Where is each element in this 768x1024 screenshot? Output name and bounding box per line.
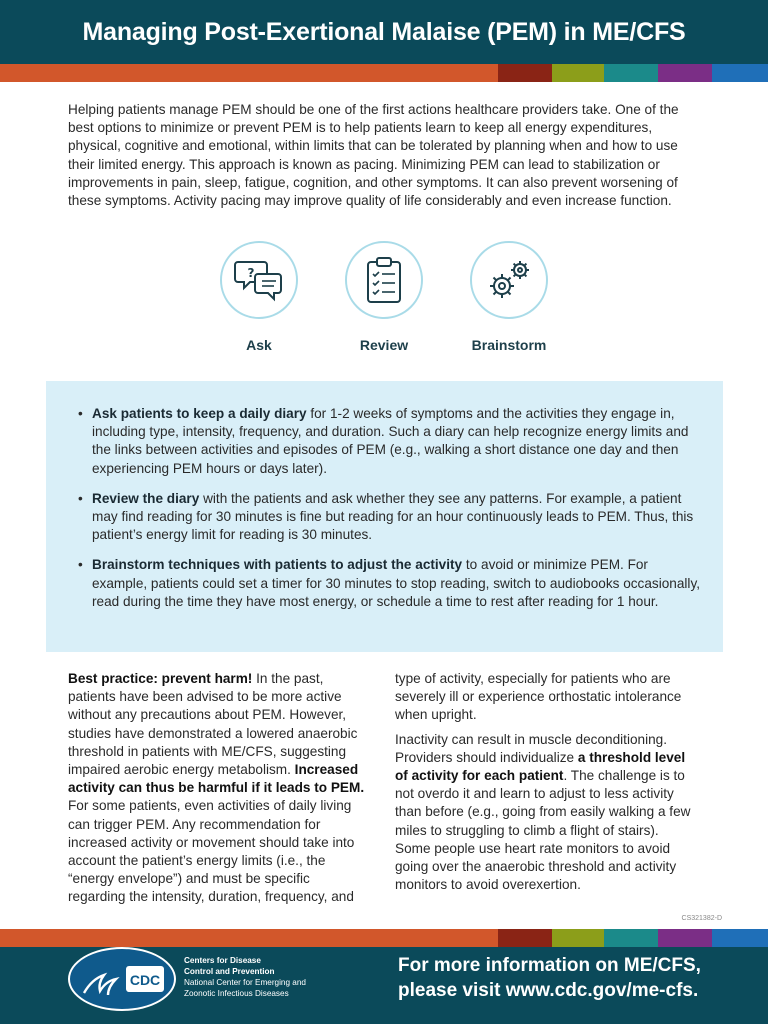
left-column xyxy=(68,670,368,913)
stripe-olive xyxy=(552,64,604,82)
top-color-stripe xyxy=(0,64,768,82)
intro-paragraph: Helping patients manage PEM should be one of the first actions healthcare providers take. One of the best options to minimize or prevent PEM is to help patients learn to keep all energy expenditures, physical, cognitive and emotional, within limits that can be tolerated by planning when and how to use their limited energy. This approach is known as pacing. Minimizing PEM can lead to stabilization or improvements in pain, sleep, fatigue, cognition, and other symptoms. It can also prevent worsening of these symptoms. Activity pacing may improve quality of life considerably and even increase function. xyxy=(68,102,679,209)
step-review-label: Review xyxy=(359,337,409,353)
org-line-4: Zoonotic Infectious Diseases xyxy=(184,989,289,998)
bullet-text: to avoid or minimize PEM. For example, patients could set a timer for 30 minutes to stop reading, switch to audiobooks occasionally, read during the time they have most energy, or schedule a time to rest after reading for 1 hour. xyxy=(92,557,701,609)
more-info-message xyxy=(398,953,701,1003)
document-code: CS321382-D xyxy=(681,915,722,922)
org-line-1: Centers for Disease xyxy=(184,956,261,965)
org-name xyxy=(184,955,306,999)
step-brainstorm xyxy=(449,241,569,353)
more-info-line-1: For more information on ME/CFS, xyxy=(398,955,701,976)
bullet-bold-lead: Brainstorm techniques with patients to adjust the activity xyxy=(92,557,463,573)
step-ask xyxy=(199,241,319,353)
stripe-purple xyxy=(658,929,712,947)
stripe-purple xyxy=(658,64,712,82)
bullet-bold-lead: Review the diary xyxy=(92,490,200,506)
bullet-dot: • xyxy=(78,406,83,421)
step-brainstorm-circle xyxy=(470,241,548,319)
stripe-teal xyxy=(604,64,658,82)
right-paragraph-2 xyxy=(395,731,695,895)
right-paragraph-1: type of activity, especially for patients who are severely ill or experience orthostatic intolerance when upright. xyxy=(395,671,682,723)
org-line-3: National Center for Emerging and xyxy=(184,978,306,987)
threshold-emphasis: a threshold level of activity for each patient xyxy=(395,749,686,784)
stripe-maroon xyxy=(498,64,552,82)
svg-text:?: ? xyxy=(247,266,255,280)
stripe-blue xyxy=(712,64,768,82)
step-ask-circle xyxy=(220,241,298,319)
clipboard-checklist-icon xyxy=(364,256,404,304)
bullet-text: with the patients and ask whether they see any patterns. For example, a patient may find reading for 30 minutes is fine but reading for an hour continuously leads to PEM. Thus, this patient’s energy limit for reading is 30 minutes. xyxy=(92,490,694,543)
list-item xyxy=(76,556,706,611)
best-practice-emphasis: Increased activity can thus be harmful if it leads to PEM. xyxy=(68,762,365,796)
stripe-orange xyxy=(0,929,498,947)
bullet-dot: • xyxy=(78,557,83,573)
bottom-color-stripe xyxy=(0,929,768,947)
best-practice-text-2: For some patients, even activities of daily living can trigger PEM. Any recommendation for increased activity or movement should take into account the patient’s energy limits (i.e., the “energy envelope”) and must be specific regarding the intensity, duration, frequency, and xyxy=(68,798,355,905)
right-column xyxy=(395,670,695,900)
hhs-cdc-logo xyxy=(68,947,176,1011)
right-paragraph-2-text-2: . The challenge is to not overdo it and learn to adjust to less activity than before (e.g., going from easily walking a few miles to struggling to climb a flight of stairs). Some people use heart rate monitors to avoid going over the anaerobic threshold and activity monitors to avoid overexertion. xyxy=(395,768,691,893)
list-item xyxy=(76,405,706,478)
bullet-text: for 1-2 weeks of symptoms and the activities they engage in, including type, intensity, frequency, and duration. Such a diary can help recognize energy limits and the links between activities and episodes of PEM (e.g., walking a short distance one day and then experiencing PEM hours or days later). xyxy=(92,406,689,476)
step-brainstorm-label: Brainstorm xyxy=(471,337,547,353)
org-line-2: Control and Prevention xyxy=(184,967,275,976)
bullet-bold-lead: Ask patients to keep a daily diary xyxy=(92,406,307,421)
footer xyxy=(0,947,768,1024)
best-practice-paragraph xyxy=(68,670,368,907)
chat-bubbles-question-icon xyxy=(234,258,284,302)
stripe-maroon xyxy=(498,929,552,947)
cdc-logo-text: CDC xyxy=(129,972,161,988)
best-practice-heading: Best practice: prevent harm! xyxy=(68,671,253,686)
right-paragraph-2-text-1: Inactivity can result in muscle deconditioning. Providers should individualize xyxy=(395,731,668,765)
steps-row xyxy=(0,241,768,356)
step-review xyxy=(324,241,444,353)
stripe-blue xyxy=(712,929,768,947)
hhs-eagle-icon xyxy=(70,949,174,1009)
bullet-dot: • xyxy=(78,490,83,506)
stripe-teal xyxy=(604,929,658,947)
gears-icon xyxy=(485,256,533,304)
best-practice-text-1: In the past, patients have been advised to be more active without any precautions about PEM. However, studies have demonstrated a lowered anaerobic threshold in patients with ME/CFS, suggesting impaired aerobic energy metabolism. xyxy=(68,671,358,778)
list-item xyxy=(76,490,706,545)
guidance-box xyxy=(46,381,723,652)
page-title: Managing Post-Exertional Malaise (PEM) in ME/CFS xyxy=(82,17,686,46)
header-banner xyxy=(0,0,768,64)
step-review-circle xyxy=(345,241,423,319)
stripe-olive xyxy=(552,929,604,947)
stripe-orange xyxy=(0,64,498,82)
guidance-list xyxy=(76,405,706,623)
more-info-link[interactable]: please visit www.cdc.gov/me-cfs. xyxy=(398,980,699,1001)
step-ask-label: Ask xyxy=(246,337,272,353)
intro-section xyxy=(68,101,708,210)
